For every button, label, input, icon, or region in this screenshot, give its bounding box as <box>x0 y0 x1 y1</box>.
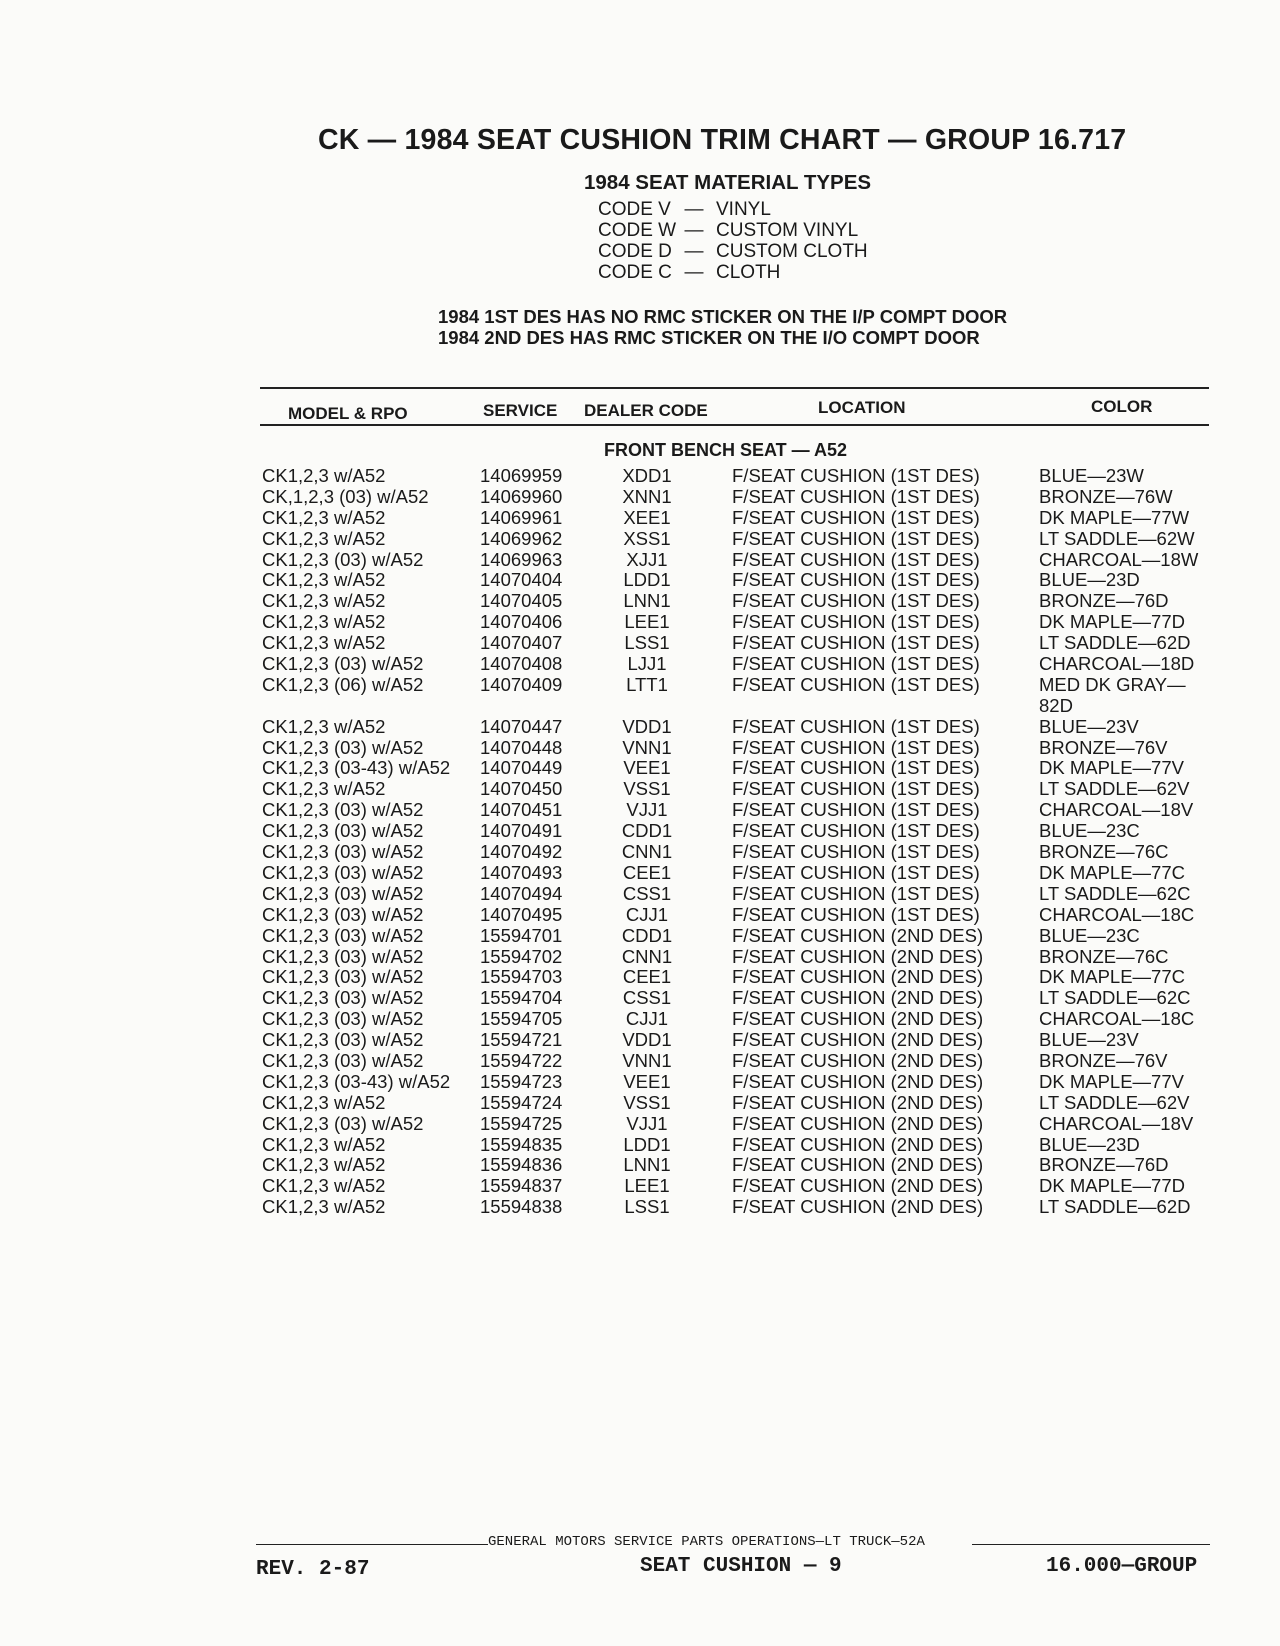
cell-dealer-code: XDD1 <box>622 465 672 486</box>
cell-location: F/SEAT CUSHION (2ND DES) <box>732 1133 984 1155</box>
cell-color: BLUE—23D <box>1039 569 1140 591</box>
material-dash: — <box>684 241 704 262</box>
cell-dealer-code: XJJ1 <box>626 548 668 570</box>
cell-dealer-code: LTT1 <box>626 673 668 695</box>
footer-rule-right <box>972 1544 1210 1545</box>
table-row <box>0 675 1280 717</box>
cell-dealer-code: VDD1 <box>622 715 672 737</box>
col-header-color: COLOR <box>1091 397 1153 416</box>
cell-location: F/SEAT CUSHION (1ST DES) <box>732 757 980 779</box>
cell-model-rpo: CK1,2,3 (03) w/A52 <box>262 882 424 904</box>
cell-service: 15594837 <box>480 1175 563 1197</box>
cell-service: 15594725 <box>480 1112 563 1134</box>
material-name: VINYL <box>716 199 771 220</box>
cell-location: F/SEAT CUSHION (1ST DES) <box>732 715 980 737</box>
col-header-model: MODEL & RPO <box>288 404 408 423</box>
table-row <box>0 779 1280 800</box>
cell-dealer-code: VSS1 <box>623 1091 671 1113</box>
table-row <box>0 1197 1280 1218</box>
cell-service: 14070494 <box>480 882 563 904</box>
cell-color: DK MAPLE—77W <box>1039 506 1190 528</box>
cell-service: 15594835 <box>480 1133 563 1155</box>
cell-color: CHARCOAL—18V <box>1039 799 1194 821</box>
cell-color: BLUE—23C <box>1039 820 1140 842</box>
cell-color: LT SADDLE—62D <box>1039 632 1191 654</box>
cell-dealer-code: LDD1 <box>623 569 671 591</box>
table-row <box>0 758 1280 779</box>
cell-dealer-code: VDD1 <box>622 1029 672 1051</box>
cell-model-rpo: CK1,2,3 (03) w/A52 <box>262 548 424 570</box>
cell-location: F/SEAT CUSHION (2ND DES) <box>732 1070 984 1092</box>
cell-color: DK MAPLE—77V <box>1039 757 1184 779</box>
material-name: CLOTH <box>716 262 781 283</box>
cell-service: 15594838 <box>480 1196 563 1218</box>
cell-location: F/SEAT CUSHION (1ST DES) <box>732 590 980 612</box>
table-row <box>0 529 1280 550</box>
material-dash: — <box>684 220 704 241</box>
table-row <box>0 717 1280 738</box>
cell-dealer-code: VEE1 <box>623 757 671 779</box>
cell-color: BRONZE—76V <box>1039 1049 1168 1071</box>
note-1st-des: 1984 1ST DES HAS NO RMC STICKER ON THE I/P COMPT DOOR <box>438 306 1008 327</box>
table-row <box>0 508 1280 529</box>
cell-model-rpo: CK1,2,3 w/A52 <box>262 1133 386 1155</box>
cell-service: 14070407 <box>480 632 563 654</box>
cell-service: 15594703 <box>480 966 563 988</box>
cell-location: F/SEAT CUSHION (1ST DES) <box>732 653 980 675</box>
cell-service: 14070493 <box>480 861 563 883</box>
cell-model-rpo: CK,1,2,3 (03) w/A52 <box>262 485 429 507</box>
cell-color: LT SADDLE—62V <box>1039 1091 1190 1113</box>
table-row <box>0 487 1280 508</box>
cell-location: F/SEAT CUSHION (2ND DES) <box>732 987 984 1009</box>
cell-location: F/SEAT CUSHION (2ND DES) <box>732 1196 984 1218</box>
cell-model-rpo: CK1,2,3 (03) w/A52 <box>262 903 424 925</box>
cell-service: 14069962 <box>480 527 563 549</box>
table-row <box>0 1114 1280 1135</box>
cell-location: F/SEAT CUSHION (1ST DES) <box>732 527 980 549</box>
cell-model-rpo: CK1,2,3 (03) w/A52 <box>262 1008 424 1030</box>
cell-dealer-code: CEE1 <box>622 966 672 988</box>
table-row <box>0 926 1280 947</box>
cell-model-rpo: CK1,2,3 (03) w/A52 <box>262 1049 424 1071</box>
cell-model-rpo: CK1,2,3 w/A52 <box>262 590 386 612</box>
cell-color: BRONZE—76V <box>1039 736 1168 758</box>
cell-color: BRONZE—76C <box>1039 945 1169 967</box>
cell-location: F/SEAT CUSHION (1ST DES) <box>732 548 980 570</box>
cell-service: 14070492 <box>480 841 563 863</box>
table-row <box>0 905 1280 926</box>
cell-color: BLUE—23D <box>1039 1133 1140 1155</box>
cell-location: F/SEAT CUSHION (2ND DES) <box>732 1175 984 1197</box>
table-row <box>0 612 1280 633</box>
table-row <box>0 1155 1280 1176</box>
cell-dealer-code: VNN1 <box>622 736 672 758</box>
table-header-rule <box>260 424 1209 426</box>
cell-dealer-code: VSS1 <box>623 778 671 800</box>
cell-service: 15594704 <box>480 987 563 1009</box>
cell-location: F/SEAT CUSHION (2ND DES) <box>732 1008 984 1030</box>
table-row <box>0 466 1280 487</box>
cell-service: 14070405 <box>480 590 563 612</box>
cell-location: F/SEAT CUSHION (1ST DES) <box>732 882 980 904</box>
table-row <box>0 947 1280 968</box>
material-dash: — <box>684 199 704 220</box>
table-row <box>0 1009 1280 1030</box>
page-title: CK — 1984 SEAT CUSHION TRIM CHART — GROUP 16.717 <box>318 124 1127 156</box>
cell-location: F/SEAT CUSHION (2ND DES) <box>732 1029 984 1051</box>
table-row <box>0 591 1280 612</box>
cell-service: 14070450 <box>480 778 563 800</box>
cell-location: F/SEAT CUSHION (1ST DES) <box>732 861 980 883</box>
cell-color: LT SADDLE—62W <box>1039 527 1195 549</box>
cell-service: 15594721 <box>480 1029 563 1051</box>
cell-location: F/SEAT CUSHION (1ST DES) <box>732 569 980 591</box>
cell-color: BRONZE—76C <box>1039 841 1169 863</box>
cell-model-rpo: CK1,2,3 (03) w/A52 <box>262 1112 424 1134</box>
cell-color: CHARCOAL—18D <box>1039 653 1195 675</box>
cell-service: 15594705 <box>480 1008 563 1030</box>
footer-publisher: GENERAL MOTORS SERVICE PARTS OPERATIONS—LT TRUCK—52A <box>488 1534 925 1550</box>
cell-model-rpo: CK1,2,3 w/A52 <box>262 611 386 633</box>
cell-dealer-code: CSS1 <box>622 882 672 904</box>
cell-model-rpo: CK1,2,3 (06) w/A52 <box>262 673 424 695</box>
cell-service: 14069959 <box>480 465 563 486</box>
cell-service: 15594701 <box>480 924 563 946</box>
table-row <box>0 842 1280 863</box>
cell-service: 14070409 <box>480 673 563 695</box>
col-header-dealer-code: DEALER CODE <box>584 401 708 420</box>
cell-color: MED DK GRAY— 82D <box>1039 673 1186 716</box>
trim-table <box>0 466 1280 1218</box>
cell-model-rpo: CK1,2,3 w/A52 <box>262 778 386 800</box>
cell-model-rpo: CK1,2,3 (03) w/A52 <box>262 861 424 883</box>
cell-model-rpo: CK1,2,3 w/A52 <box>262 465 386 486</box>
material-code: CODE V <box>598 199 671 220</box>
material-type-row <box>598 262 868 283</box>
cell-dealer-code: VEE1 <box>623 1070 671 1092</box>
cell-dealer-code: CDD1 <box>621 820 673 842</box>
footer-group: 16.000—GROUP <box>1046 1555 1198 1578</box>
cell-color: CHARCOAL—18C <box>1039 903 1195 925</box>
table-row <box>0 1135 1280 1156</box>
table-row <box>0 550 1280 571</box>
cell-color: LT SADDLE—62V <box>1039 778 1190 800</box>
cell-dealer-code: LSS1 <box>624 632 670 654</box>
cell-color: DK MAPLE—77D <box>1039 1175 1185 1197</box>
design-notes <box>438 306 1007 348</box>
cell-model-rpo: CK1,2,3 (03) w/A52 <box>262 653 424 675</box>
cell-location: F/SEAT CUSHION (1ST DES) <box>732 485 980 507</box>
cell-location: F/SEAT CUSHION (2ND DES) <box>732 1112 984 1134</box>
cell-location: F/SEAT CUSHION (2ND DES) <box>732 1154 984 1176</box>
table-row <box>0 884 1280 905</box>
cell-color: BRONZE—76W <box>1039 485 1173 507</box>
cell-service: 15594724 <box>480 1091 563 1113</box>
cell-location: F/SEAT CUSHION (1ST DES) <box>732 841 980 863</box>
cell-dealer-code: XEE1 <box>623 506 671 528</box>
cell-model-rpo: CK1,2,3 w/A52 <box>262 1154 386 1176</box>
cell-color: LT SADDLE—62C <box>1039 987 1191 1009</box>
cell-model-rpo: CK1,2,3 (03) w/A52 <box>262 924 424 946</box>
cell-color: BLUE—23V <box>1039 1029 1139 1051</box>
cell-dealer-code: VJJ1 <box>626 799 668 821</box>
cell-dealer-code: LNN1 <box>623 1154 671 1176</box>
cell-dealer-code: LEE1 <box>624 611 670 633</box>
cell-color: DK MAPLE—77D <box>1039 611 1185 633</box>
cell-dealer-code: LJJ1 <box>627 653 667 675</box>
material-code: CODE C <box>598 262 672 283</box>
cell-dealer-code: XSS1 <box>623 527 671 549</box>
table-row <box>0 654 1280 675</box>
material-code: CODE W <box>598 220 677 241</box>
cell-service: 14070448 <box>480 736 563 758</box>
cell-service: 14069961 <box>480 506 563 528</box>
cell-model-rpo: CK1,2,3 w/A52 <box>262 1175 386 1197</box>
cell-location: F/SEAT CUSHION (1ST DES) <box>732 778 980 800</box>
cell-service: 14069963 <box>480 548 563 570</box>
cell-dealer-code: VJJ1 <box>626 1112 668 1134</box>
material-type-row <box>598 199 868 220</box>
material-name: CUSTOM VINYL <box>716 220 859 241</box>
table-row <box>0 1093 1280 1114</box>
note-2nd-des: 1984 2ND DES HAS RMC STICKER ON THE I/O COMPT DOOR <box>438 327 980 348</box>
material-types-heading: 1984 SEAT MATERIAL TYPES <box>584 171 872 194</box>
cell-dealer-code: CNN1 <box>621 841 673 863</box>
material-types-list <box>598 199 868 283</box>
cell-color: BRONZE—76D <box>1039 1154 1169 1176</box>
material-code: CODE D <box>598 241 672 262</box>
cell-color: CHARCOAL—18C <box>1039 1008 1195 1030</box>
cell-color: BRONZE—76D <box>1039 590 1169 612</box>
cell-service: 14070404 <box>480 569 563 591</box>
cell-location: F/SEAT CUSHION (1ST DES) <box>732 820 980 842</box>
cell-location: F/SEAT CUSHION (2ND DES) <box>732 945 984 967</box>
cell-location: F/SEAT CUSHION (1ST DES) <box>732 611 980 633</box>
table-row <box>0 988 1280 1009</box>
cell-location: F/SEAT CUSHION (1ST DES) <box>732 673 980 695</box>
cell-color: DK MAPLE—77C <box>1039 966 1185 988</box>
cell-color: BLUE—23V <box>1039 715 1139 737</box>
table-row <box>0 1072 1280 1093</box>
cell-color: BLUE—23C <box>1039 924 1140 946</box>
cell-dealer-code: LSS1 <box>624 1196 670 1218</box>
cell-location: F/SEAT CUSHION (1ST DES) <box>732 903 980 925</box>
cell-service: 15594723 <box>480 1070 563 1092</box>
cell-model-rpo: CK1,2,3 (03) w/A52 <box>262 736 424 758</box>
table-row <box>0 967 1280 988</box>
cell-service: 14070491 <box>480 820 563 842</box>
cell-service: 14069960 <box>480 485 563 507</box>
table-row <box>0 800 1280 821</box>
cell-model-rpo: CK1,2,3 (03) w/A52 <box>262 1029 424 1051</box>
cell-color: LT SADDLE—62D <box>1039 1196 1191 1218</box>
cell-dealer-code: LEE1 <box>624 1175 670 1197</box>
cell-dealer-code: CJJ1 <box>625 1008 669 1030</box>
table-row <box>0 738 1280 759</box>
table-row <box>0 863 1280 884</box>
table-row <box>0 821 1280 842</box>
material-type-row <box>598 220 868 241</box>
cell-dealer-code: LDD1 <box>623 1133 671 1155</box>
cell-location: F/SEAT CUSHION (1ST DES) <box>732 799 980 821</box>
cell-dealer-code: XNN1 <box>622 485 672 507</box>
cell-service: 14070447 <box>480 715 563 737</box>
cell-model-rpo: CK1,2,3 (03) w/A52 <box>262 987 424 1009</box>
cell-color: CHARCOAL—18W <box>1039 548 1199 570</box>
cell-location: F/SEAT CUSHION (1ST DES) <box>732 465 980 486</box>
cell-color: LT SADDLE—62C <box>1039 882 1191 904</box>
cell-model-rpo: CK1,2,3 (03) w/A52 <box>262 799 424 821</box>
cell-model-rpo: CK1,2,3 w/A52 <box>262 1091 386 1113</box>
cell-dealer-code: LNN1 <box>623 590 671 612</box>
cell-dealer-code: CEE1 <box>622 861 672 883</box>
cell-location: F/SEAT CUSHION (1ST DES) <box>732 506 980 528</box>
cell-model-rpo: CK1,2,3 w/A52 <box>262 715 386 737</box>
table-row <box>0 570 1280 591</box>
cell-service: 15594702 <box>480 945 563 967</box>
table-row <box>0 1030 1280 1051</box>
cell-location: F/SEAT CUSHION (2ND DES) <box>732 966 984 988</box>
cell-model-rpo: CK1,2,3 (03) w/A52 <box>262 841 424 863</box>
cell-location: F/SEAT CUSHION (2ND DES) <box>732 924 984 946</box>
cell-color: DK MAPLE—77C <box>1039 861 1185 883</box>
cell-dealer-code: CSS1 <box>622 987 672 1009</box>
material-type-row <box>598 241 868 262</box>
cell-location: F/SEAT CUSHION (1ST DES) <box>732 736 980 758</box>
cell-model-rpo: CK1,2,3 w/A52 <box>262 527 386 549</box>
footer-revision: REV. 2-87 <box>256 1558 370 1581</box>
cell-location: F/SEAT CUSHION (1ST DES) <box>732 632 980 654</box>
cell-dealer-code: CDD1 <box>621 924 673 946</box>
cell-dealer-code: CNN1 <box>621 945 673 967</box>
cell-model-rpo: CK1,2,3 (03-43) w/A52 <box>262 1070 451 1092</box>
cell-color: CHARCOAL—18V <box>1039 1112 1194 1134</box>
material-dash: — <box>684 262 704 283</box>
cell-model-rpo: CK1,2,3 (03) w/A52 <box>262 945 424 967</box>
cell-model-rpo: CK1,2,3 w/A52 <box>262 569 386 591</box>
cell-location: F/SEAT CUSHION (2ND DES) <box>732 1091 984 1113</box>
cell-color: BLUE—23W <box>1039 465 1144 486</box>
cell-location: F/SEAT CUSHION (2ND DES) <box>732 1049 984 1071</box>
cell-dealer-code: VNN1 <box>622 1049 672 1071</box>
col-header-location: LOCATION <box>818 398 906 417</box>
col-header-service: SERVICE <box>483 401 558 420</box>
cell-service: 14070449 <box>480 757 563 779</box>
section-title: FRONT BENCH SEAT — A52 <box>604 440 848 460</box>
cell-dealer-code: CJJ1 <box>625 903 669 925</box>
cell-service: 14070406 <box>480 611 563 633</box>
cell-model-rpo: CK1,2,3 (03) w/A52 <box>262 966 424 988</box>
cell-model-rpo: CK1,2,3 w/A52 <box>262 632 386 654</box>
cell-model-rpo: CK1,2,3 w/A52 <box>262 1196 386 1218</box>
cell-color: DK MAPLE—77V <box>1039 1070 1184 1092</box>
cell-model-rpo: CK1,2,3 w/A52 <box>262 506 386 528</box>
table-row <box>0 1051 1280 1072</box>
cell-service: 14070495 <box>480 903 563 925</box>
material-name: CUSTOM CLOTH <box>716 241 868 262</box>
table-row <box>0 633 1280 654</box>
footer-rule-left <box>256 1544 488 1545</box>
cell-model-rpo: CK1,2,3 (03-43) w/A52 <box>262 757 451 779</box>
cell-service: 15594836 <box>480 1154 563 1176</box>
cell-model-rpo: CK1,2,3 (03) w/A52 <box>262 820 424 842</box>
cell-service: 14070408 <box>480 653 563 675</box>
cell-service: 14070451 <box>480 799 563 821</box>
table-top-rule <box>260 387 1209 389</box>
table-row <box>0 1176 1280 1197</box>
footer-page-label: SEAT CUSHION — 9 <box>640 1555 842 1578</box>
cell-service: 15594722 <box>480 1049 563 1071</box>
